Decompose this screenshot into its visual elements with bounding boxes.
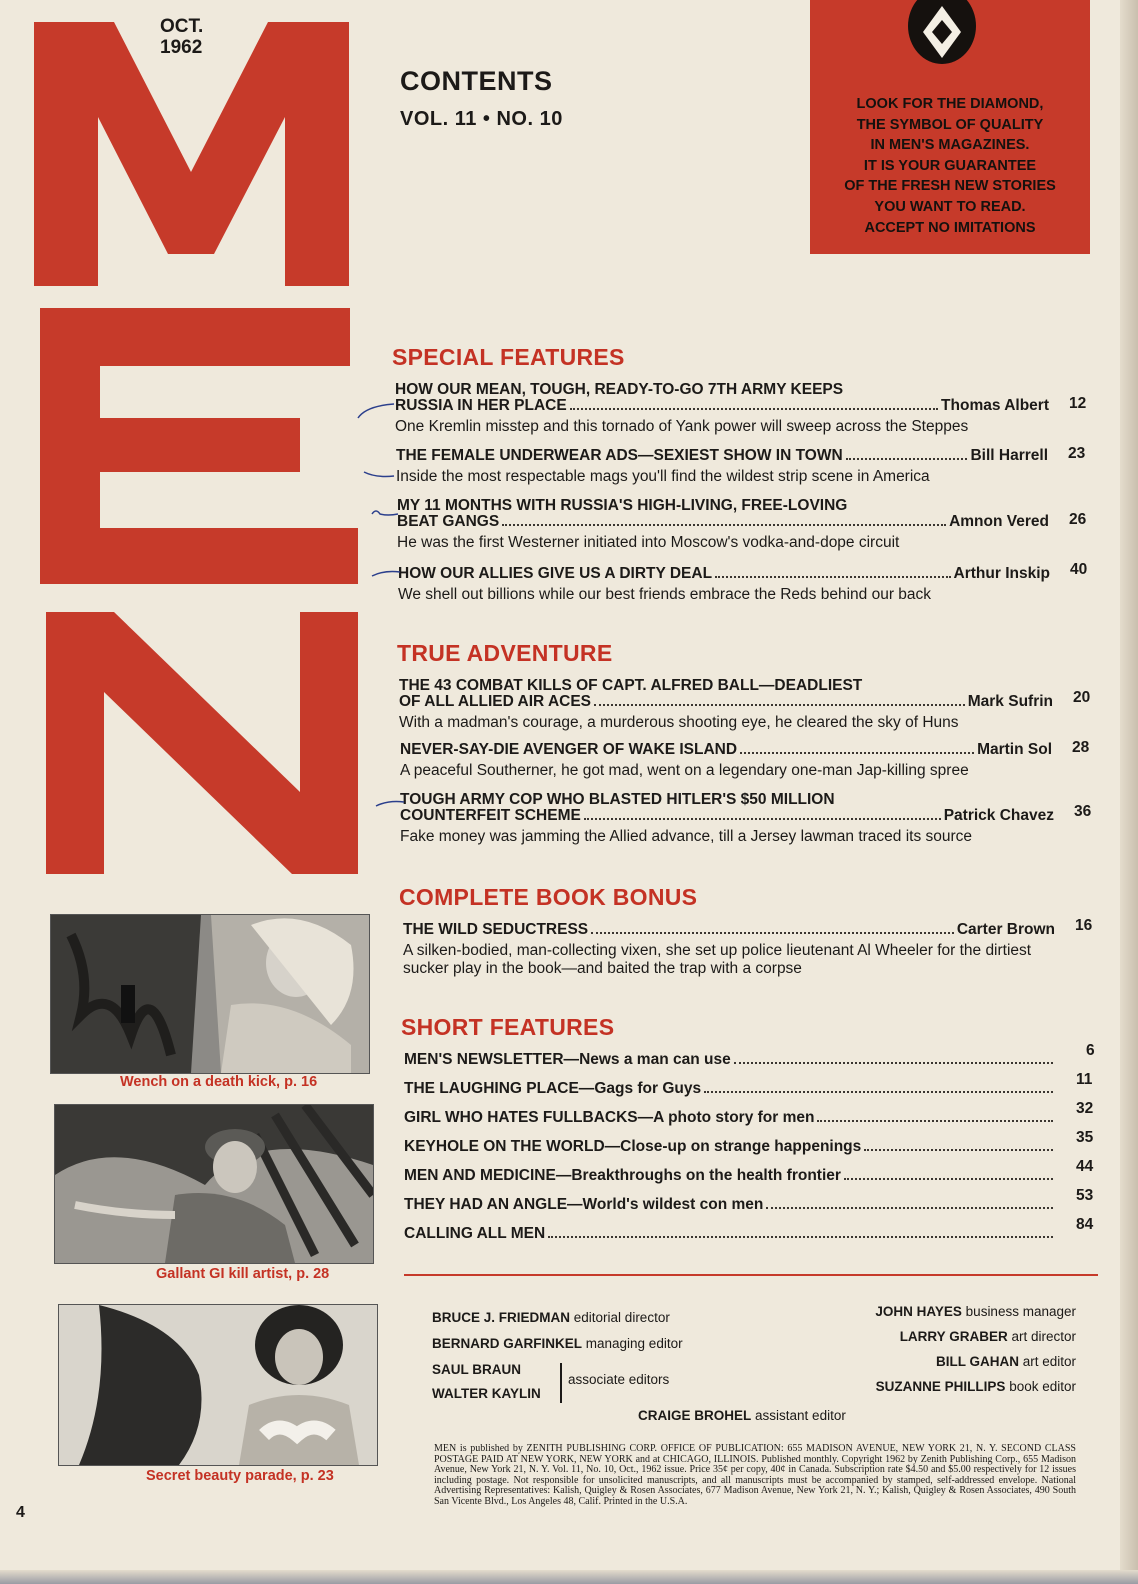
dot-leader [844,1178,1053,1180]
entry-title: THE WILD SEDUCTRESS [403,921,589,938]
dot-leader [594,704,965,706]
entry-page-number: 6 [1086,1042,1095,1059]
toc-short-entry[interactable] [404,1168,1056,1184]
entry-title: TOUGH ARMY COP WHO BLASTED HITLER'S $50 MILLION [400,791,835,808]
pen-checkmark-icon [370,568,402,580]
entry-page-number: 84 [1076,1216,1094,1233]
section-heading-complete-book-bonus: COMPLETE BOOK BONUS [399,884,698,910]
entry-title: THE FEMALE UNDERWEAR ADS—SEXIEST SHOW IN TOWN [396,447,843,464]
toc-entry[interactable] [400,739,1090,780]
section-heading-special-features: SPECIAL FEATURES [392,344,625,370]
toc-entry[interactable] [397,497,1087,552]
dot-leader [704,1091,1053,1093]
page-edge [1120,0,1138,1584]
diamond-promo-text: LOOK FOR THE DIAMOND, THE SYMBOL OF QUALITY IN MEN'S MAGAZINES. IT IS YOUR GUARANTEE OF THE FRESH NEW STORIES YOU WANT TO READ. ACCEPT NO IMITATIONS [844,96,1056,236]
entry-page-number: 28 [1072,739,1090,756]
entry-title: MEN'S NEWSLETTER—News a man can use [404,1051,731,1068]
toc-entry[interactable] [398,561,1088,604]
entry-page-number: 12 [1069,395,1087,412]
staff-credit: SAUL BRAUN [432,1362,522,1377]
staff-credit: BRUCE J. FRIEDMAN editorial director [432,1310,670,1325]
page-bottom-edge [0,1570,1138,1584]
page-number: 4 [16,1504,25,1521]
staff-credit: BILL GAHAN art editor [935,1354,1076,1369]
entry-title: MY 11 MONTHS WITH RUSSIA'S HIGH-LIVING, FREE-LOVING [397,497,848,514]
entry-title: OF ALL ALLIED AIR ACES [399,693,592,710]
entry-page-number: 35 [1076,1129,1094,1146]
dot-leader [591,932,954,934]
entry-page-number: 20 [1073,689,1091,706]
entry-author: Bill Harrell [970,447,1048,464]
entry-page-number: 53 [1076,1187,1094,1204]
publication-fineprint: MEN is published by ZENITH PUBLISHING CORP. OFFICE OF PUBLICATION: 655 MADISON AVENUE, NEW YORK 21, N. Y. SECOND CLASS POSTAGE PAID AT NEW YORK, NEW YORK and at CHICAGO, ILLINOIS. Published monthly. Copyright 1962 by Zenith Publishing Corp., 655 Madison Avenue, New York 21, N. Y. Vol. 11, No. 10, Oct., 1962 issue. Price 35¢ per copy, 40¢ in Canada. Subscription rate $4.50 and $5.00 respectively for 12 issues including postage. Not responsible for unsolicited manuscripts, and all manuscripts must be accompanied by stamped, self-addressed envelope. National Advertising Representatives: Kalish, Quigley & Rosen Associates, 677 Madison Avenue, New York 21, N. Y.; Kalish, Quigley & Rosen Associates, 490 South San Vicente Blvd., Los Angeles 48, Calif. Printed in the U.S.A. [434,1443,1076,1507]
dot-leader [715,576,951,578]
dot-leader [584,818,941,820]
photo-caption: Wench on a death kick, p. 16 [120,1074,318,1090]
entry-page-number: 44 [1076,1158,1094,1175]
entry-page-number: 16 [1075,917,1093,934]
entry-description: We shell out billions while our best friends embrace the Reds behind our back [398,586,932,603]
illustration-gi [54,1104,374,1264]
entry-author: Mark Sufrin [967,693,1053,710]
logo-letter-e-top [40,308,350,366]
toc-short-entry[interactable] [404,1052,1056,1068]
issue-date: OCT. 1962 [160,16,204,58]
entry-title: HOW OUR MEAN, TOUGH, READY-TO-GO 7TH ARMY KEEPS [395,381,844,398]
entry-title: MEN AND MEDICINE—Breakthroughs on the health frontier [404,1167,841,1184]
pen-checkmark-icon [374,798,406,810]
entry-description: With a madman's courage, a murderous shooting eye, he cleared the sky of Huns [399,714,959,731]
entry-author: Carter Brown [956,921,1055,938]
dot-leader [817,1120,1053,1122]
pen-checkmark-icon [356,402,396,422]
entry-title: HOW OUR ALLIES GIVE US A DIRTY DEAL [398,565,713,582]
entry-author: Amnon Vered [949,513,1049,530]
entry-title: KEYHOLE ON THE WORLD—Close-up on strange happenings [404,1138,862,1155]
dot-leader [502,524,946,526]
logo-letter-e-middle [40,418,300,472]
entry-title: CALLING ALL MEN [404,1225,546,1242]
entry-description: He was the first Westerner initiated into Moscow's vodka-and-dope circuit [397,534,900,551]
entry-page-number: 26 [1069,511,1087,528]
dot-leader [864,1149,1053,1151]
entry-title: THE LAUGHING PLACE—Gags for Guys [404,1080,702,1097]
entry-title: BEAT GANGS [397,513,500,530]
section-heading-short-features: SHORT FEATURES [401,1014,615,1040]
toc-short-entry[interactable] [404,1197,1056,1213]
dot-leader [846,458,968,460]
entry-description: One Kremlin misstep and this tornado of Yank power will sweep across the Steppes [395,418,969,435]
pen-checkmark-icon [370,506,400,520]
entry-title: NEVER-SAY-DIE AVENGER OF WAKE ISLAND [400,741,738,758]
toc-entry[interactable] [400,791,1092,846]
toc-entry[interactable] [403,917,1093,978]
diamond-icon [905,0,979,66]
entry-page-number: 40 [1070,561,1088,578]
entry-page-number: 36 [1074,803,1092,820]
staff-role-associate: associate editors [568,1372,670,1387]
volume-number: VOL. 11 • NO. 10 [400,108,563,130]
toc-entry[interactable] [399,677,1091,732]
entry-author: Arthur Inskip [953,565,1050,582]
illustration-beauty-parade [58,1304,378,1466]
dot-leader [548,1236,1053,1238]
entry-author: Thomas Albert [941,397,1049,414]
photo-caption: Secret beauty parade, p. 23 [146,1468,334,1484]
entry-page-number: 11 [1076,1071,1093,1088]
staff-credit: BERNARD GARFINKEL managing editor [432,1336,683,1351]
entry-description: Inside the most respectable mags you'll find the wildest strip scene in America [396,468,930,485]
section-heading-true-adventure: TRUE ADVENTURE [397,640,613,666]
bracket-line [560,1363,562,1403]
toc-short-entry[interactable] [404,1081,1056,1097]
entry-description: Fake money was jamming the Allied advance, till a Jersey lawman traced its source [400,828,973,845]
staff-credit: CRAIGE BROHEL assistant editor [638,1408,846,1423]
logo-letter-n [46,612,358,874]
toc-short-entry[interactable] [404,1226,1056,1242]
staff-credit: SUZANNE PHILLIPS book editor [875,1379,1076,1394]
entry-page-number: 32 [1076,1100,1094,1117]
illustration-wench [50,914,370,1074]
dot-leader [740,752,974,754]
entry-author: Patrick Chavez [943,807,1054,824]
entry-title: THE 43 COMBAT KILLS OF CAPT. ALFRED BALL—DEADLIEST [399,677,863,694]
entry-page-number: 23 [1068,445,1086,462]
staff-credit: JOHN HAYES business manager [875,1304,1076,1319]
dot-leader [570,408,938,410]
pen-checkmark-icon [362,468,396,480]
toc-entry[interactable] [396,445,1086,486]
entry-description: A silken-bodied, man-collecting vixen, she set up police lieutenant Al Wheeler for the dirtiest sucker play in the book—and baited the trap with a corpse [403,942,1032,977]
dot-leader [734,1062,1053,1064]
entry-title: GIRL WHO HATES FULLBACKS—A photo story for men [404,1109,815,1126]
toc-entry[interactable] [395,381,1087,436]
contents-title: CONTENTS [400,66,553,96]
staff-credit: LARRY GRABER art director [899,1329,1076,1344]
entry-title: RUSSIA IN HER PLACE [395,397,567,414]
dot-leader [766,1207,1053,1209]
staff-credit: WALTER KAYLIN [432,1386,541,1401]
logo-letter-m [34,22,349,286]
toc-short-entry[interactable] [404,1139,1056,1155]
divider-rule [404,1274,1098,1276]
logo-letter-e-bottom [40,528,358,584]
entry-title: COUNTERFEIT SCHEME [400,807,581,824]
entry-title: THEY HAD AN ANGLE—World's wildest con men [404,1196,764,1213]
entry-author: Martin Sol [977,741,1052,758]
photo-caption: Gallant GI kill artist, p. 28 [156,1266,330,1282]
entry-description: A peaceful Southerner, he got mad, went on a legendary one-man Jap-killing spree [400,762,969,779]
toc-short-entry[interactable] [404,1110,1056,1126]
